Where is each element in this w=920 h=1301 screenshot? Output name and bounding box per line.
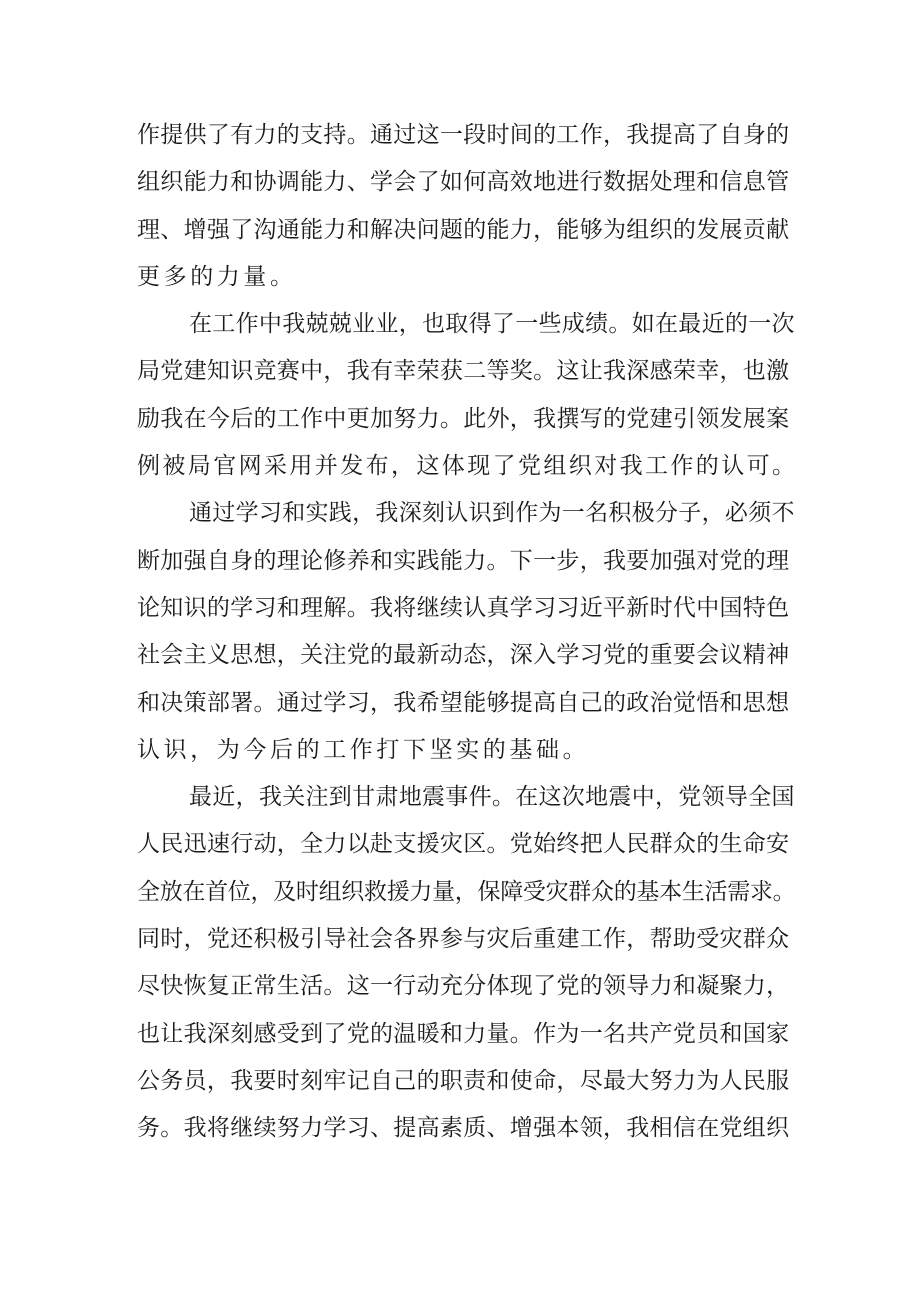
text-line: 组织能力和协调能力、学会了如何高效地进行数据处理和信息管 bbox=[137, 169, 790, 196]
text-line: 作提供了有力的支持。通过这一段时间的工作，我提高了自身的 bbox=[137, 122, 790, 148]
text-line: 更多的力量。 bbox=[137, 263, 297, 290]
text-line: 在工作中我兢兢业业，也取得了一些成绩。如在最近的一次 bbox=[189, 311, 795, 338]
text-line: 同时，党还积极引导社会各界参与灾后重建工作，帮助受灾群众 bbox=[137, 926, 790, 953]
text-line: 局党建知识竞赛中，我有幸荣获二等奖。这让我深感荣幸，也激 bbox=[137, 358, 790, 385]
text-line: 人民迅速行动，全力以赴支援灾区。党始终把人民群众的生命安 bbox=[137, 831, 790, 858]
text-line: 尽快恢复正常生活。这一行动充分体现了党的领导力和凝聚力， bbox=[137, 973, 790, 1000]
text-line: 和决策部署。通过学习，我希望能够提高自己的政治觉悟和思想 bbox=[137, 689, 790, 716]
text-line: 例被局官网采用并发布，这体现了党组织对我工作的认可。 bbox=[137, 453, 798, 480]
text-line: 论知识的学习和理解。我将继续认真学习习近平新时代中国特色 bbox=[137, 594, 790, 621]
text-line: 认识，为今后的工作打下坚实的基础。 bbox=[137, 736, 590, 763]
text-line: 也让我深刻感受到了党的温暖和力量。作为一名共产党员和国家 bbox=[137, 1020, 790, 1047]
text-line: 公务员，我要时刻牢记自己的职责和使命，尽最大努力为人民服 bbox=[137, 1067, 790, 1094]
text-line: 社会主义思想，关注党的最新动态，深入学习党的重要会议精神 bbox=[137, 642, 790, 669]
text-line: 最近，我关注到甘肃地震事件。在这次地震中，党领导全国 bbox=[189, 784, 795, 811]
text-line: 务。我将继续努力学习、提高素质、增强本领，我相信在党组织 bbox=[137, 1115, 790, 1142]
text-line: 励我在今后的工作中更加努力。此外，我撰写的党建引领发展案 bbox=[137, 405, 790, 432]
text-line: 理、增强了沟通能力和解决问题的能力，能够为组织的发展贡献 bbox=[137, 216, 790, 243]
text-line: 全放在首位，及时组织救援力量，保障受灾群众的基本生活需求。 bbox=[137, 878, 796, 905]
text-line: 通过学习和实践，我深刻认识到作为一名积极分子，必须不 bbox=[189, 500, 795, 527]
text-line: 断加强自身的理论修养和实践能力。下一步，我要加强对党的理 bbox=[137, 547, 790, 574]
document-body bbox=[137, 112, 797, 1153]
